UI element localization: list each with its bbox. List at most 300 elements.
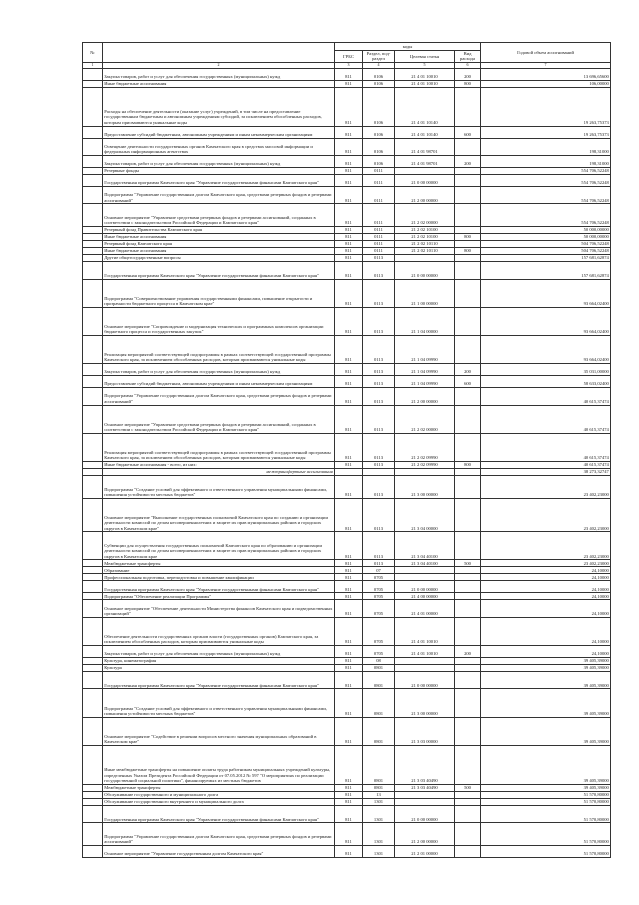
cell-grbs: 811 (335, 80, 363, 87)
cell-grbs: 811 (335, 498, 363, 532)
cell-razdel: 0113 (363, 498, 395, 532)
cell-name: Обслуживание государственного внутреннего и муниципального долга (103, 798, 335, 805)
cell-num (83, 672, 103, 689)
cell-amount: 504 706,52248 (481, 248, 611, 255)
cell-csr: 21 3 04 00000 (395, 498, 455, 532)
cell-num (83, 498, 103, 532)
table-row (83, 138, 611, 155)
cell-vid (455, 593, 481, 600)
document-page (82, 42, 610, 858)
cell-razdel: 0113 (363, 433, 395, 461)
cell-name: Иные бюджетные ассигнования (103, 248, 335, 255)
cell-num (83, 204, 103, 227)
cell-num (83, 433, 103, 461)
cell-csr (395, 255, 455, 262)
cell-num (83, 593, 103, 600)
header-razdel: Раздел, под-раздел (363, 50, 395, 62)
cell-name: Закупка товаров, работ и услуг для обеспечения государственных (муниципальных) нужд (103, 155, 335, 167)
cell-vid (455, 823, 481, 846)
cell-grbs: 811 (335, 532, 363, 560)
table-row (83, 475, 611, 498)
table-row (83, 155, 611, 167)
cell-name (103, 468, 335, 475)
cell-grbs: 811 (335, 593, 363, 600)
cell-num (83, 461, 103, 468)
cell-grbs: 811 (335, 204, 363, 227)
header-name (103, 43, 335, 63)
cell-vid (455, 388, 481, 405)
cell-amount: 40 615,37474 (481, 461, 611, 468)
cell-amount: 39 405,39000 (481, 745, 611, 784)
cell-name: Профессиональная подготовка, переподготовка и повышение квалификации (103, 574, 335, 581)
cell-amount: 13 696,65600 (481, 68, 611, 80)
cell-num (83, 248, 103, 255)
cell-grbs: 811 (335, 126, 363, 138)
cell-amount: 24,10000 (481, 646, 611, 658)
cell-amount: 554 706,52248 (481, 204, 611, 227)
cell-vid: 500 (455, 784, 481, 791)
cell-csr: 21 3 00 00000 (395, 475, 455, 498)
cell-num (83, 126, 103, 138)
cell-amount: 554 706,52248 (481, 186, 611, 203)
cell-name: Обслуживание государственного и муниципального долга (103, 791, 335, 798)
table-row (83, 234, 611, 241)
cell-vid (455, 617, 481, 645)
cell-name: Основное мероприятие "Управление государственным долгом Камчатского края" (103, 846, 335, 858)
cell-razdel: 0106 (363, 126, 395, 138)
table-row (83, 581, 611, 593)
cell-grbs: 811 (335, 227, 363, 234)
cell-razdel: 0106 (363, 138, 395, 155)
cell-num (83, 68, 103, 80)
table-row (83, 126, 611, 138)
cell-num (83, 364, 103, 376)
cell-razdel: 0113 (363, 475, 395, 498)
cell-vid (455, 262, 481, 279)
cell-csr: 21 3 00 00000 (395, 689, 455, 717)
cell-grbs: 811 (335, 138, 363, 155)
cell-name: Предоставление субсидий бюджетным, автономным учреждениям и иным некоммерческим организациям (103, 126, 335, 138)
cell-name: Основное мероприятие "Управление средствами резервных фондов и резервами ассигнований, созданных в соответствии с законодательством Российской Федерации и Камчатского края" (103, 405, 335, 433)
cell-grbs: 811 (335, 745, 363, 784)
cell-vid (455, 279, 481, 307)
cell-csr: 21 4 01 98701 (395, 138, 455, 155)
cell-num (83, 388, 103, 405)
cell-csr: 21 2 02 10100 (395, 227, 455, 234)
cell-vid: 800 (455, 80, 481, 87)
cell-grbs: 811 (335, 155, 363, 167)
cell-name: Реализация мероприятий соответствующей подпрограммы в рамках соответствующей государственной программы Камчатского края, за исключением обособленных расходов, которым присваиваются уникальные коды (103, 335, 335, 363)
table-row (83, 560, 611, 567)
cell-razdel: 0113 (363, 376, 395, 388)
cell-csr: 21 4 01 10010 (395, 80, 455, 87)
cell-amount: 50 000,00000 (481, 234, 611, 241)
table-row (83, 174, 611, 186)
cell-csr: 21 2 00 00000 (395, 823, 455, 846)
cell-name: Расходы на обеспечение деятельности (оказание услуг) учреждений, в том числе на предоставление государственным бюджетным и автономным учреждениям субсидий, за исключением обособленных расходов, которым присваиваются уникальные коды (103, 87, 335, 126)
table-row (83, 241, 611, 248)
cell-name: Культура, кинематография (103, 658, 335, 665)
cell-csr: 21 1 00 00000 (395, 279, 455, 307)
cell-vid (455, 798, 481, 805)
cell-num (83, 80, 103, 87)
cell-grbs: 811 (335, 234, 363, 241)
cell-vid (455, 665, 481, 672)
cell-amount: 40 615,37474 (481, 405, 611, 433)
cell-vid (455, 186, 481, 203)
cell-csr: 21 3 03 40490 (395, 784, 455, 791)
cell-amount: 157 681,62874 (481, 262, 611, 279)
cell-grbs: 811 (335, 658, 363, 665)
cell-csr: 21 1 04 09990 (395, 376, 455, 388)
cell-vid (455, 717, 481, 745)
cell-name: Основное мероприятие "Содействие в решении вопросов местного значения муниципальных образований в Камчатском крае" (103, 717, 335, 745)
cell-amount: 19 263,75373 (481, 87, 611, 126)
cell-csr: 21 1 04 09990 (395, 364, 455, 376)
cell-csr: 21 0 00 00000 (395, 581, 455, 593)
cell-vid (455, 791, 481, 798)
cell-razdel: 0113 (363, 364, 395, 376)
cell-grbs (335, 468, 363, 475)
cell-name: Культура (103, 665, 335, 672)
cell-razdel: 07 (363, 567, 395, 574)
cell-csr: 21 4 00 00000 (395, 593, 455, 600)
idx-7: 7 (481, 63, 611, 69)
table-row (83, 307, 611, 335)
cell-num (83, 665, 103, 672)
cell-grbs: 811 (335, 433, 363, 461)
cell-razdel: 0113 (363, 532, 395, 560)
cell-csr: 21 2 00 00000 (395, 388, 455, 405)
cell-vid (455, 567, 481, 574)
cell-num (83, 174, 103, 186)
cell-amount: 198,31000 (481, 138, 611, 155)
cell-csr (395, 665, 455, 672)
cell-amount: 40 615,37474 (481, 433, 611, 461)
cell-grbs: 811 (335, 600, 363, 617)
cell-name: Закупка товаров, работ и услуг для обеспечения государственных (муниципальных) нужд (103, 646, 335, 658)
cell-amount: 58 633,02400 (481, 376, 611, 388)
table-row (83, 364, 611, 376)
cell-num (83, 262, 103, 279)
cell-grbs: 811 (335, 167, 363, 174)
cell-grbs: 811 (335, 461, 363, 468)
cell-name: Подпрограмма "Управление государственным долгом Камчатского края, средствами резервных фондов и резервами ассигнований" (103, 186, 335, 203)
cell-amount: 38 273,32747 (481, 468, 611, 475)
cell-razdel: 0801 (363, 717, 395, 745)
table-row (83, 255, 611, 262)
cell-amount: 51 570,80000 (481, 823, 611, 846)
cell-amount: 19 263,75373 (481, 126, 611, 138)
table-row (83, 388, 611, 405)
cell-num (83, 138, 103, 155)
cell-grbs: 811 (335, 262, 363, 279)
cell-vid (455, 227, 481, 234)
table-row (83, 823, 611, 846)
table-row (83, 433, 611, 461)
table-row (83, 335, 611, 363)
cell-amount: 93 664,02400 (481, 335, 611, 363)
cell-csr (395, 798, 455, 805)
cell-name: Субвенции для осуществления государственных полномочий Камчатского края по образованию и организации деятельности комиссий по делам несовершеннолетних и защите их прав муниципальных районов и городских округов в Камчатском крае (103, 532, 335, 560)
cell-csr: 21 4 01 10140 (395, 87, 455, 126)
cell-amount: 39 405,39000 (481, 689, 611, 717)
cell-csr: 21 4 01 00000 (395, 600, 455, 617)
cell-num (83, 823, 103, 846)
cell-grbs: 811 (335, 798, 363, 805)
cell-num (83, 307, 103, 335)
cell-razdel: 1301 (363, 846, 395, 858)
cell-num (83, 560, 103, 567)
cell-num (83, 717, 103, 745)
cell-num (83, 255, 103, 262)
cell-razdel: 13 (363, 791, 395, 798)
cell-num (83, 475, 103, 498)
cell-amount: 39 405,39000 (481, 784, 611, 791)
cell-razdel: 0705 (363, 617, 395, 645)
cell-num (83, 376, 103, 388)
table-row (83, 186, 611, 203)
cell-grbs: 811 (335, 784, 363, 791)
cell-name: Резервные фонды (103, 167, 335, 174)
cell-vid (455, 600, 481, 617)
cell-num (83, 574, 103, 581)
cell-grbs: 811 (335, 665, 363, 672)
table-row (83, 805, 611, 822)
cell-name: Государственная программа Камчатского края "Управление государственными финансами Камчатского края" (103, 672, 335, 689)
cell-vid (455, 498, 481, 532)
cell-amount: 24,10000 (481, 617, 611, 645)
cell-razdel: 0113 (363, 279, 395, 307)
cell-vid (455, 689, 481, 717)
cell-csr: 21 2 01 00000 (395, 846, 455, 858)
header-grbs: ГРБС (335, 50, 363, 62)
cell-note: межтрансфертные ассигнования (266, 469, 333, 475)
cell-amount: 39 405,39000 (481, 658, 611, 665)
cell-razdel: 0113 (363, 262, 395, 279)
cell-razdel: 0113 (363, 307, 395, 335)
cell-grbs: 811 (335, 717, 363, 745)
table-row (83, 405, 611, 433)
cell-num (83, 658, 103, 665)
cell-grbs: 811 (335, 248, 363, 255)
cell-name: Основное мероприятие "Выполнение государственных полномочий Камчатского края по созданию и организации деятельности комиссий по делам несовершеннолетних и защите их прав муниципальных районов и городских округов в Камчатском крае" (103, 498, 335, 532)
table-row (83, 87, 611, 126)
cell-num (83, 784, 103, 791)
table-row (83, 204, 611, 227)
cell-name: Закупка товаров, работ и услуг для обеспечения государственных (муниципальных) нужд (103, 364, 335, 376)
cell-name: Образование (103, 567, 335, 574)
cell-vid (455, 532, 481, 560)
cell-vid (455, 581, 481, 593)
cell-grbs: 811 (335, 567, 363, 574)
cell-num (83, 646, 103, 658)
cell-name: Государственная программа Камчатского края "Управление государственными финансами Камчатского края" (103, 581, 335, 593)
cell-csr: 21 0 00 00000 (395, 672, 455, 689)
cell-amount: 51 570,80000 (481, 791, 611, 798)
cell-grbs: 811 (335, 364, 363, 376)
header-row-1 (83, 43, 611, 51)
header-vid: Вид расхода (455, 50, 481, 62)
cell-grbs: 811 (335, 255, 363, 262)
cell-name: Иные бюджетные ассигнования (103, 234, 335, 241)
cell-name: Государственная программа Камчатского края "Управление государственными финансами Камчатского края" (103, 805, 335, 822)
cell-csr: 21 2 02 10110 (395, 248, 455, 255)
cell-csr: 21 4 01 10010 (395, 617, 455, 645)
cell-razdel: 0106 (363, 155, 395, 167)
cell-razdel: 0801 (363, 665, 395, 672)
cell-amount: 157 681,62874 (481, 255, 611, 262)
cell-name: Основное мероприятие "Управление средствами резервных фондов и резервами ассигнований, созданных в соответствии с законодательством Российской Федерации и Камчатского края" (103, 204, 335, 227)
cell-grbs: 811 (335, 846, 363, 858)
table-row (83, 846, 611, 858)
idx-1: 1 (83, 63, 103, 69)
cell-num (83, 241, 103, 248)
cell-amount: 39 405,39000 (481, 672, 611, 689)
cell-csr: 21 2 02 00000 (395, 405, 455, 433)
cell-name: Резервный фонд Камчатского края (103, 241, 335, 248)
table-row (83, 80, 611, 87)
cell-amount: 504 706,52248 (481, 241, 611, 248)
cell-razdel: 0106 (363, 68, 395, 80)
idx-3: 3 (335, 63, 363, 69)
cell-num (83, 532, 103, 560)
cell-vid (455, 167, 481, 174)
cell-num (83, 186, 103, 203)
cell-amount: 39 405,39000 (481, 717, 611, 745)
cell-vid: 200 (455, 646, 481, 658)
cell-name: Основное мероприятие "Обеспечение деятельности Министерства финансов Камчатского края и подведомственных организаций" (103, 600, 335, 617)
cell-amount: 51 570,80000 (481, 798, 611, 805)
cell-vid: 800 (455, 234, 481, 241)
cell-name: Подпрограмма "Обеспечение реализации Программы" (103, 593, 335, 600)
header-amount: Годовой объем ассигнований (481, 43, 611, 63)
cell-amount: 39 405,39000 (481, 665, 611, 672)
cell-name: Резервный фонд Правительства Камчатского края (103, 227, 335, 234)
cell-vid: 200 (455, 68, 481, 80)
idx-5: 5 (395, 63, 455, 69)
cell-amount: 24,10000 (481, 567, 611, 574)
cell-vid: 800 (455, 461, 481, 468)
cell-razdel: 0111 (363, 186, 395, 203)
table-row (83, 567, 611, 574)
cell-vid (455, 335, 481, 363)
table-row (83, 672, 611, 689)
cell-vid (455, 433, 481, 461)
cell-csr: 21 3 04 40100 (395, 532, 455, 560)
cell-amount: 23 402,23000 (481, 532, 611, 560)
cell-vid: 600 (455, 126, 481, 138)
cell-amount: 24,10000 (481, 574, 611, 581)
cell-grbs: 811 (335, 672, 363, 689)
cell-name: Подпрограмма "Создание условий для эффективного и ответственного управления муниципальными финансами, повышения устойчивости местных бюджетов" (103, 689, 335, 717)
cell-csr (395, 167, 455, 174)
cell-grbs: 811 (335, 335, 363, 363)
cell-razdel: 0705 (363, 581, 395, 593)
cell-name: Иные межбюджетные трансферты на повышение оплаты труда работникам муниципальных учреждений культуры, определенных Указом Президента Российской Федерации от 07.05.2012 № 597 "О мероприятиях по реализации государственной социальной политики", финансируемых из местных бюджетов (103, 745, 335, 784)
cell-razdel: 0113 (363, 388, 395, 405)
cell-grbs: 811 (335, 186, 363, 203)
cell-amount: 24,10000 (481, 600, 611, 617)
cell-grbs: 811 (335, 405, 363, 433)
idx-2: 2 (103, 63, 335, 69)
cell-csr (395, 574, 455, 581)
table-row (83, 791, 611, 798)
cell-razdel: 0113 (363, 461, 395, 468)
cell-amount: 51 570,80000 (481, 846, 611, 858)
cell-num (83, 689, 103, 717)
table-row (83, 646, 611, 658)
cell-num (83, 87, 103, 126)
cell-razdel: 0111 (363, 204, 395, 227)
cell-csr: 21 3 03 00000 (395, 717, 455, 745)
cell-num (83, 335, 103, 363)
cell-grbs: 811 (335, 307, 363, 335)
cell-grbs: 811 (335, 689, 363, 717)
cell-name: Иные бюджетные ассигнования (103, 80, 335, 87)
cell-num (83, 798, 103, 805)
cell-csr: 21 3 03 40490 (395, 745, 455, 784)
cell-name: Предоставление субсидий бюджетным, автономным учреждениям и иным некоммерческим организациям (103, 376, 335, 388)
table-row (83, 593, 611, 600)
cell-grbs: 811 (335, 823, 363, 846)
cell-grbs: 811 (335, 617, 363, 645)
table-row (83, 262, 611, 279)
cell-grbs: 811 (335, 560, 363, 567)
table-row (83, 376, 611, 388)
cell-grbs: 811 (335, 68, 363, 80)
cell-amount: 24,10000 (481, 581, 611, 593)
cell-name: Подпрограмма "Управление государственным долгом Камчатского края, средствами резервных фондов и резервами ассигнований" (103, 388, 335, 405)
cell-csr: 21 0 00 00000 (395, 262, 455, 279)
cell-num (83, 600, 103, 617)
cell-razdel: 0705 (363, 600, 395, 617)
table-row (83, 665, 611, 672)
cell-razdel: 0801 (363, 784, 395, 791)
cell-csr: 21 1 04 09990 (395, 335, 455, 363)
table-row (83, 689, 611, 717)
cell-num (83, 405, 103, 433)
idx-6: 6 (455, 63, 481, 69)
cell-vid (455, 307, 481, 335)
cell-amount: 93 664,02400 (481, 307, 611, 335)
table-row (83, 68, 611, 80)
table-row (83, 227, 611, 234)
cell-vid (455, 255, 481, 262)
header-csr: Целевая статья (395, 50, 455, 62)
budget-table (82, 42, 611, 858)
cell-csr: 21 4 01 10010 (395, 68, 455, 80)
table-body (83, 68, 611, 857)
table-row (83, 498, 611, 532)
cell-num (83, 617, 103, 645)
cell-amount: 106,00000 (481, 80, 611, 87)
cell-grbs: 811 (335, 574, 363, 581)
cell-grbs: 811 (335, 241, 363, 248)
cell-amount: 51 570,80000 (481, 805, 611, 822)
cell-name: Обеспечение деятельности государственных органов власти (государственных органов) Камчатского края, за исключением обособленных расходов, которым присваиваются уникальные коды (103, 617, 335, 645)
cell-razdel: 1301 (363, 823, 395, 846)
table-row (83, 461, 611, 468)
table-row (83, 279, 611, 307)
cell-csr: 21 0 00 00000 (395, 805, 455, 822)
cell-vid: 800 (455, 248, 481, 255)
cell-name: Подпрограмма "Совершенствование управления государственными финансами, повышение открытости и прозрачности бюджетного процесса в Камчатском крае" (103, 279, 335, 307)
cell-num (83, 279, 103, 307)
cell-csr: 21 4 01 10010 (395, 646, 455, 658)
table-row (83, 600, 611, 617)
cell-grbs: 811 (335, 174, 363, 186)
